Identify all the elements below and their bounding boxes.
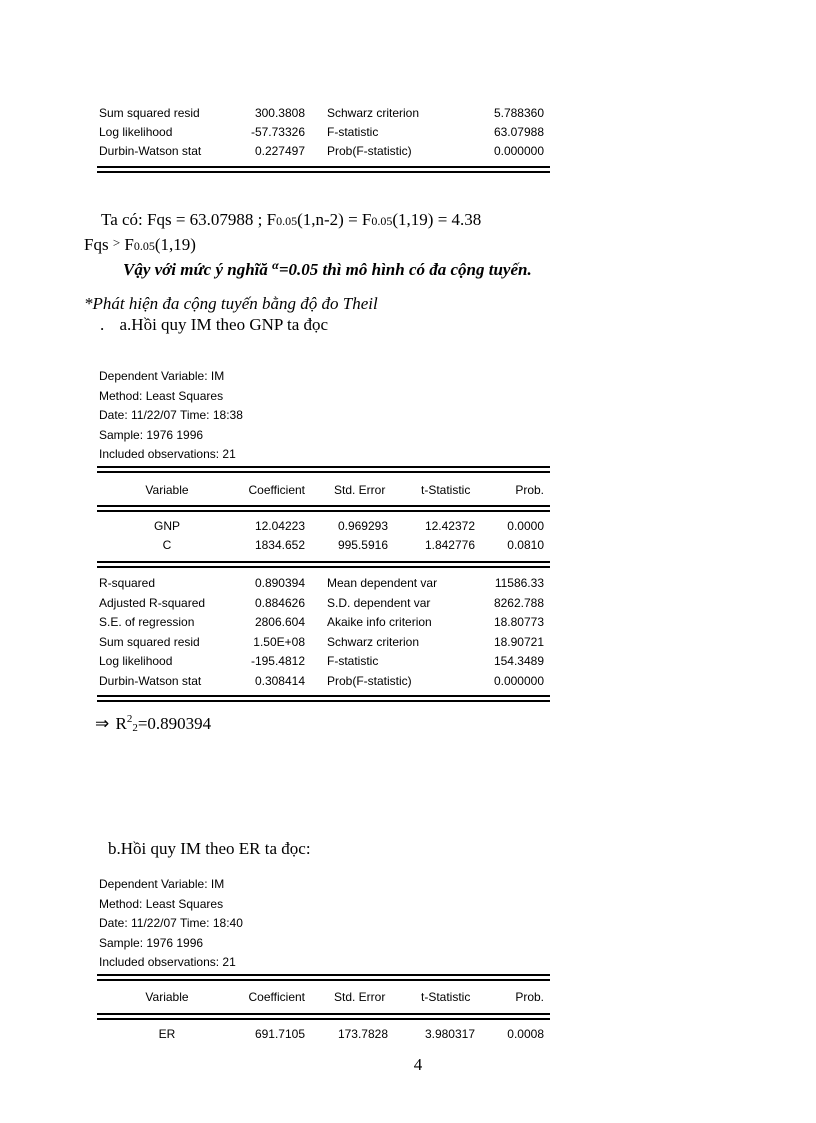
- stat-value: 11586.33: [494, 576, 544, 590]
- section-b-title: b.Hồi quy IM theo ER ta đọc:: [108, 839, 311, 858]
- cell-prob: 0.0000: [507, 519, 544, 533]
- stat-label: Schwarz criterion: [327, 106, 420, 120]
- stat-value: 8262.788: [493, 595, 544, 610]
- compare-text: Fqs: [84, 235, 109, 254]
- reg-a-coefficients: [0, 517, 816, 557]
- table-row: [0, 517, 816, 536]
- stat-label: Prob(F-statistic): [327, 673, 412, 688]
- ftest-text: (1,19) = 4.38: [392, 210, 482, 229]
- r2-text: R: [115, 714, 127, 733]
- cell-std-error: 173.7828: [337, 1027, 388, 1041]
- conclusion-line: [123, 258, 532, 280]
- col-variable: Variable: [145, 990, 189, 1004]
- table-row: [0, 594, 816, 613]
- fcompare-line: [84, 235, 196, 255]
- table-row: [0, 633, 816, 652]
- cell-std-error: 995.5916: [337, 538, 388, 552]
- cell-variable: GNP: [153, 519, 180, 533]
- section-a-text: a.Hồi quy IM theo GNP ta đọc: [119, 315, 329, 334]
- stat-value: 300.3808: [254, 106, 305, 120]
- compare-subscript: 0.05: [133, 239, 155, 253]
- cell-prob: 0.0810: [507, 538, 544, 552]
- col-t-statistic: t-Statistic: [421, 483, 471, 497]
- reg-b-coefficients: [0, 1025, 816, 1045]
- table-row: [0, 142, 816, 161]
- stat-value: 0.308414: [254, 673, 305, 688]
- stat-label: Prob(F-statistic): [327, 144, 412, 158]
- stat-label: Adjusted R-squared: [99, 595, 206, 610]
- table-row: [0, 1025, 816, 1044]
- stat-value: 18.80773: [493, 615, 544, 629]
- stat-value: 18.90721: [493, 634, 544, 649]
- reg-a-column-headers: [0, 481, 816, 500]
- r2-text: =0.890394: [137, 714, 212, 733]
- table-rule: [97, 505, 550, 512]
- conclusion-text: Vậy với mức ý nghĩă: [123, 260, 268, 279]
- col-coefficient: Coefficient: [248, 990, 305, 1004]
- table-row: [0, 574, 816, 593]
- date-time: Date: 11/22/07 Time: 18:38: [99, 408, 243, 422]
- reg-a-header: [99, 367, 499, 465]
- page-number: 4: [413, 1055, 423, 1074]
- cell-coefficient: 691.7105: [254, 1027, 305, 1041]
- table-row: [0, 652, 816, 671]
- reg-b-column-headers: [0, 988, 816, 1007]
- top-stats-table: [0, 104, 816, 164]
- stat-value: 154.3489: [493, 654, 544, 668]
- table-rule: [97, 466, 550, 473]
- stat-value: 63.07988: [493, 125, 544, 139]
- sample: Sample: 1976 1996: [99, 427, 204, 442]
- compare-text: (1,19): [154, 235, 196, 254]
- ftest-text: Ta có: Fqs = 63.07988 ; F: [101, 210, 277, 229]
- col-prob: Prob.: [515, 990, 544, 1004]
- bullet-dot: .: [100, 315, 105, 334]
- stat-value: 2806.604: [254, 615, 305, 629]
- sample: Sample: 1976 1996: [99, 935, 204, 950]
- table-rule: [97, 974, 550, 981]
- stat-label: F-statistic: [327, 654, 379, 668]
- section-a-title: [100, 315, 328, 335]
- cell-std-error: 0.969293: [337, 519, 388, 533]
- ftest-text: (1,n-2) = F: [297, 210, 372, 229]
- cell-variable: ER: [158, 1027, 176, 1041]
- table-rule: [97, 166, 550, 173]
- table-rule: [97, 695, 550, 702]
- r2-superscript: 2: [126, 713, 133, 725]
- stat-label: Mean dependent var: [327, 576, 438, 590]
- theil-heading: *Phát hiện đa cộng tuyến bằng độ đo Theil: [84, 294, 378, 313]
- table-rule: [97, 561, 550, 568]
- cell-coefficient: 12.04223: [254, 519, 305, 533]
- table-row: [0, 104, 816, 123]
- cell-t-statistic: 3.980317: [424, 1027, 475, 1041]
- stat-value: 0.890394: [254, 576, 305, 590]
- stat-label: S.E. of regression: [99, 615, 195, 629]
- stat-value: 0.000000: [493, 144, 544, 158]
- col-prob: Prob.: [515, 483, 544, 497]
- compare-text: F: [124, 235, 134, 254]
- col-std-error: Std. Error: [334, 990, 386, 1004]
- greater-than-sign: >: [112, 235, 121, 250]
- col-t-statistic: t-Statistic: [421, 990, 471, 1004]
- r2-subscript: 2: [132, 722, 138, 734]
- cell-t-statistic: 12.42372: [424, 519, 475, 533]
- table-row: [0, 672, 816, 691]
- r2-result: [95, 713, 211, 734]
- table-row: [0, 613, 816, 632]
- cell-coefficient: 1834.652: [254, 538, 305, 552]
- col-std-error: Std. Error: [334, 483, 386, 497]
- stat-label: Sum squared resid: [99, 634, 200, 649]
- ftest-subscript: 0.05: [371, 214, 393, 228]
- stat-value: 0.884626: [254, 595, 305, 610]
- dependent-variable: Dependent Variable: IM: [99, 877, 225, 891]
- col-variable: Variable: [145, 483, 189, 497]
- alpha-symbol: α: [272, 258, 279, 272]
- cell-t-statistic: 1.842776: [424, 538, 475, 552]
- stat-label: F-statistic: [327, 125, 379, 139]
- stat-label: Durbin-Watson stat: [99, 144, 202, 158]
- stat-value: -195.4812: [250, 654, 305, 668]
- stat-label: R-squared: [99, 576, 156, 590]
- stat-value: 0.000000: [493, 673, 544, 688]
- stat-label: Schwarz criterion: [327, 634, 420, 649]
- conclusion-text: =0.05 thì mô hình có đa cộng tuyến.: [278, 260, 532, 279]
- reg-a-stats: [0, 574, 816, 692]
- dependent-variable: Dependent Variable: IM: [99, 369, 225, 383]
- cell-prob: 0.0008: [507, 1027, 544, 1041]
- reg-b-header: [99, 875, 499, 973]
- table-row: [0, 536, 816, 555]
- col-coefficient: Coefficient: [248, 483, 305, 497]
- date-time: Date: 11/22/07 Time: 18:40: [99, 916, 243, 930]
- stat-value: 0.227497: [254, 144, 305, 158]
- ftest-line: [101, 210, 481, 230]
- method: Method: Least Squares: [99, 388, 224, 403]
- ftest-subscript: 0.05: [276, 214, 298, 228]
- stat-label: Durbin-Watson stat: [99, 673, 202, 688]
- cell-variable: C: [162, 538, 172, 552]
- implies-arrow-icon: ⇒: [95, 714, 110, 733]
- stat-value: -57.73326: [250, 125, 305, 139]
- method: Method: Least Squares: [99, 896, 224, 911]
- observations: Included observations: 21: [99, 955, 236, 969]
- table-row: [0, 123, 816, 142]
- stat-value: 5.788360: [493, 106, 544, 120]
- stat-label: Log likelihood: [99, 654, 173, 668]
- stat-label: S.D. dependent var: [327, 595, 431, 610]
- observations: Included observations: 21: [99, 447, 236, 461]
- stat-value: 1.50E+08: [253, 634, 305, 649]
- stat-label: Log likelihood: [99, 125, 173, 139]
- stat-label: Sum squared resid: [99, 106, 200, 120]
- stat-label: Akaike info criterion: [327, 615, 432, 629]
- table-rule: [97, 1013, 550, 1020]
